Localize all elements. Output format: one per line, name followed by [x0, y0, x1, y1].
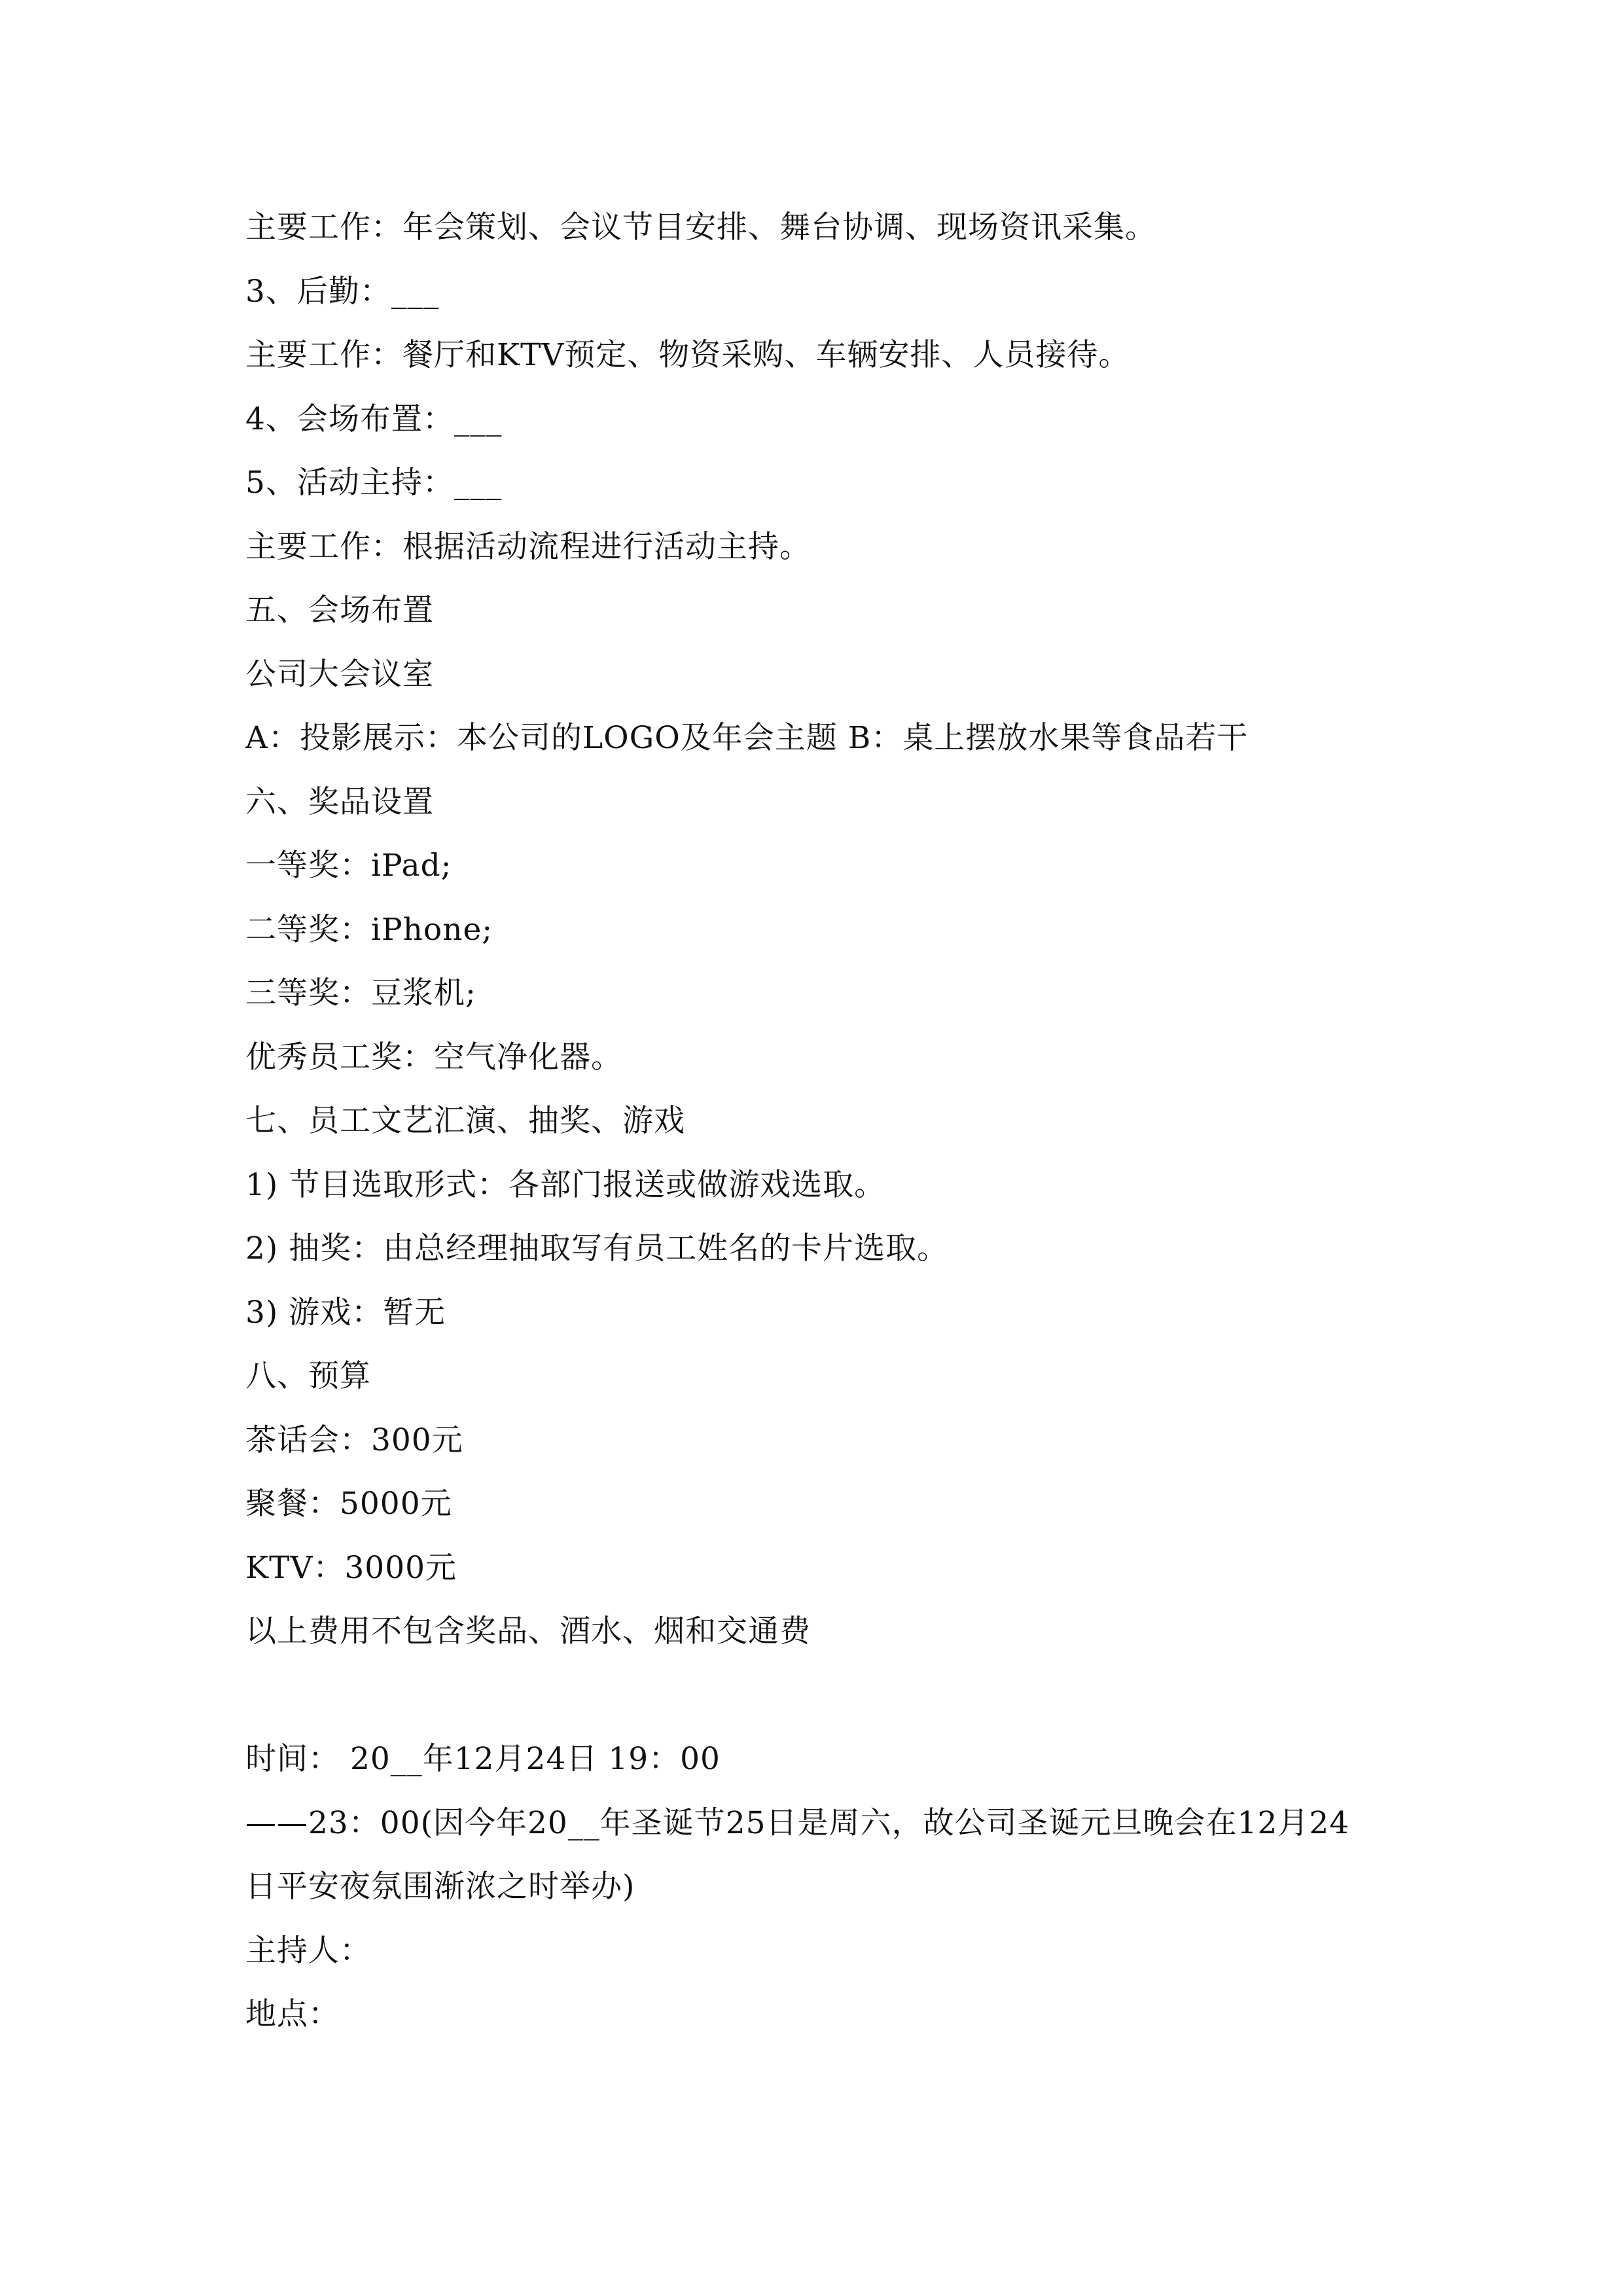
text-line: 公司大会议室 [245, 656, 434, 692]
text-line: 4、会场布置：___ [245, 401, 503, 437]
text-line: 1) 节目选取形式：各部门报送或做游戏选取。 [245, 1167, 886, 1203]
text-line: 三等奖：豆浆机; [245, 975, 476, 1011]
text-line: ——23：00(因今年20__年圣诞节25日是周六，故公司圣诞元旦晚会在12月24 [245, 1805, 1350, 1841]
text-line: 3) 游戏：暂无 [245, 1295, 446, 1331]
text-line: 主持人： [245, 1933, 371, 1969]
text-line: A：投影展示：本公司的LOGO及年会主题 B：桌上摆放水果等食品若干 [245, 720, 1249, 756]
text-line: 优秀员工奖：空气净化器。 [245, 1039, 622, 1075]
text-line: 一等奖：iPad; [245, 848, 452, 884]
text-line: 二等奖：iPhone; [245, 912, 493, 948]
section-heading: 七、员工文艺汇演、抽奖、游戏 [245, 1103, 685, 1139]
text-line: 聚餐：5000元 [245, 1486, 452, 1522]
text-line: 日平安夜氛围渐浓之时举办) [245, 1869, 635, 1905]
text-line: 主要工作：年会策划、会议节目安排、舞台协调、现场资讯采集。 [245, 209, 1156, 245]
section-heading: 六、奖品设置 [245, 784, 434, 820]
section-heading: 八、预算 [245, 1358, 371, 1394]
text-line: 地点： [245, 1996, 340, 2032]
text-line: 主要工作：餐厅和KTV预定、物资采购、车辆安排、人员接待。 [245, 337, 1130, 373]
text-line: 时间： 20__年12月24日 19：00 [245, 1741, 721, 1777]
text-line: 3、后勤：___ [245, 274, 440, 310]
text-line: KTV：3000元 [245, 1550, 457, 1586]
text-line: 5、活动主持：___ [245, 465, 503, 501]
text-line: 主要工作：根据活动流程进行活动主持。 [245, 529, 811, 565]
text-line: 茶话会：300元 [245, 1422, 463, 1458]
text-line: 以上费用不包含奖品、酒水、烟和交通费 [245, 1613, 811, 1649]
text-line: 2) 抽奖：由总经理抽取写有员工姓名的卡片选取。 [245, 1230, 949, 1266]
section-heading: 五、会场布置 [245, 592, 434, 628]
